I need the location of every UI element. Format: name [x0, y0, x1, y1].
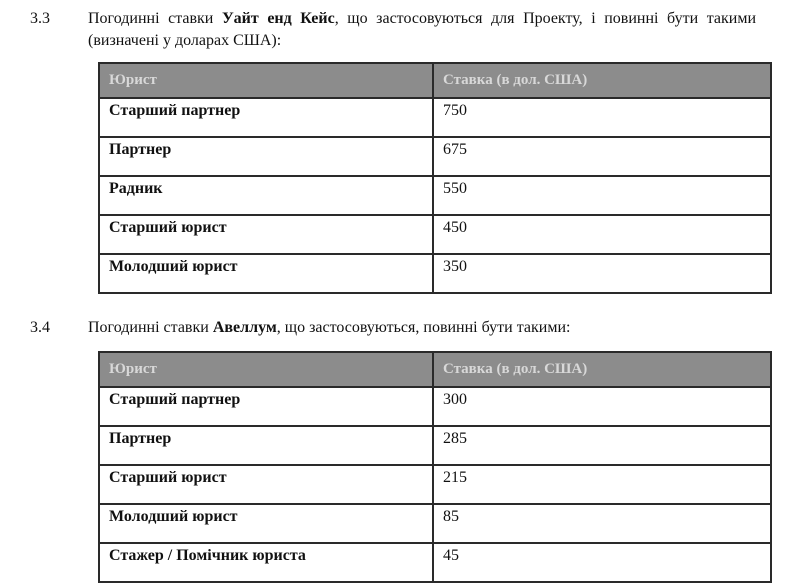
role-cell: Радник [99, 176, 433, 215]
table-header-row [99, 352, 771, 387]
table-row [99, 137, 771, 176]
firm-name: Уайт енд Кейс [221, 10, 335, 27]
section-number-3-4: 3.4 [30, 319, 50, 336]
table-row [99, 426, 771, 465]
role-cell: Партнер [99, 426, 433, 465]
section-paragraph-3-3 [88, 8, 756, 52]
table-row [99, 176, 771, 215]
rate-cell: 550 [433, 176, 771, 215]
section-paragraph-3-4 [88, 317, 756, 339]
rate-cell: 675 [433, 137, 771, 176]
table-row [99, 543, 771, 582]
role-cell: Партнер [99, 137, 433, 176]
header-rate: Ставка (в дол. США) [433, 352, 771, 387]
role-cell: Старший юрист [99, 215, 433, 254]
paragraph-text-before: Погодинні ставки [88, 319, 213, 336]
table-row [99, 387, 771, 426]
table-row [99, 98, 771, 137]
role-cell: Старший партнер [99, 98, 433, 137]
role-cell: Старший юрист [99, 465, 433, 504]
table-row [99, 215, 771, 254]
table-header-row [99, 63, 771, 98]
section-number-3-3: 3.3 [30, 10, 50, 27]
table-row [99, 465, 771, 504]
rate-cell: 85 [433, 504, 771, 543]
rate-cell: 450 [433, 215, 771, 254]
role-cell: Старший партнер [99, 387, 433, 426]
role-cell: Молодший юрист [99, 254, 433, 293]
role-cell: Молодший юрист [99, 504, 433, 543]
role-cell: Стажер / Помічник юриста [99, 543, 433, 582]
rate-cell: 300 [433, 387, 771, 426]
rate-cell: 750 [433, 98, 771, 137]
paragraph-text-before: Погодинні ставки [88, 10, 222, 27]
paragraph-text-after: , що застосовуються, повинні бути такими: [276, 319, 571, 336]
table-row [99, 254, 771, 293]
rate-cell: 285 [433, 426, 771, 465]
firm-name: Авеллум [212, 319, 277, 336]
header-lawyer: Юрист [99, 352, 433, 387]
rates-table-white-case [98, 62, 772, 294]
rate-cell: 45 [433, 543, 771, 582]
rates-table-avellum [98, 351, 772, 583]
rate-cell: 215 [433, 465, 771, 504]
paragraph-text-after: , що застосовуються для Проекту, і повинні бути такими (визначені у доларах США): [88, 10, 757, 49]
rate-cell: 350 [433, 254, 771, 293]
header-rate: Ставка (в дол. США) [433, 63, 771, 98]
header-lawyer: Юрист [99, 63, 433, 98]
table-row [99, 504, 771, 543]
